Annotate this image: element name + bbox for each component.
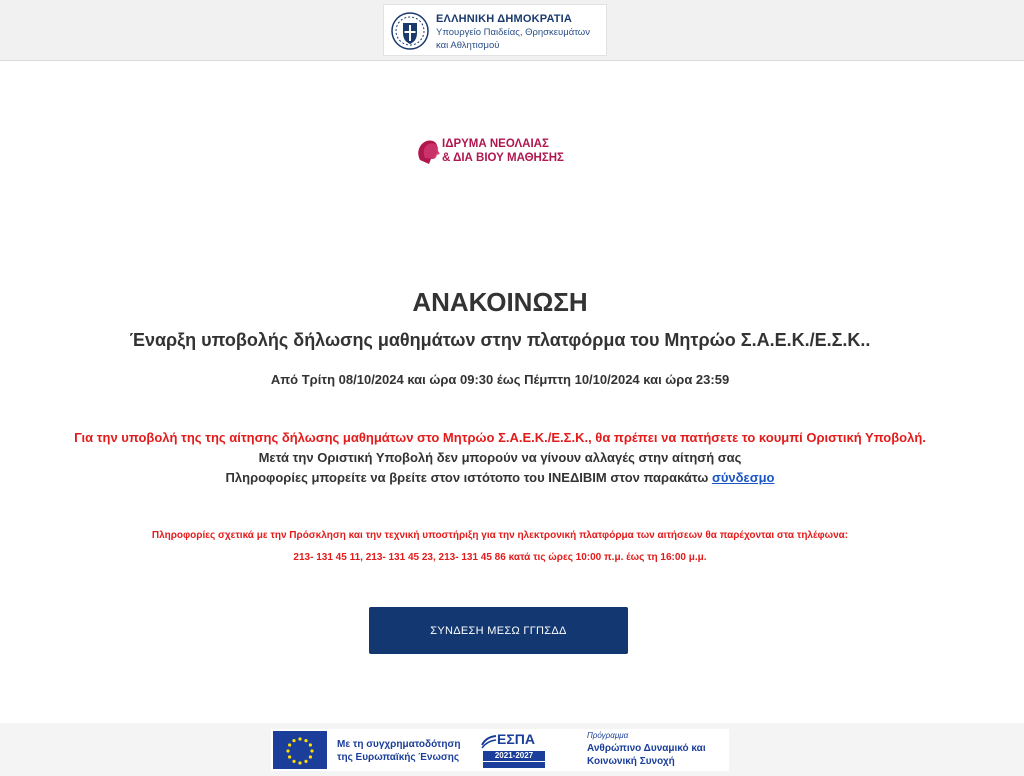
info-link[interactable]: σύνδεσμο bbox=[711, 470, 775, 485]
inedivim-heads-icon bbox=[416, 136, 442, 166]
program-label: Πρόγραμμα bbox=[587, 731, 629, 740]
no-changes-notice: Μετά την Οριστική Υποβολή δεν μπορούν να γίνουν αλλαγές στην αίτησή σας bbox=[258, 450, 742, 465]
top-header-bar bbox=[0, 0, 1024, 61]
org-name-line1: ΙΔΡΥΜΑ ΝΕΟΛΑΙΑΣ bbox=[442, 138, 549, 150]
support-info-text: Πληροφορίες σχετικά με την Πρόσκληση και την τεχνική υποστήριξη για την ηλεκτρονική πλατφόρμα των αιτήσεων θα παρέχονται στα τηλέφωνα: bbox=[151, 530, 849, 541]
espa-word: ΕΣΠΑ bbox=[497, 731, 535, 747]
final-submission-notice: Για την υποβολή της της αίτησης δήλωσης μαθημάτων στο Μητρώο Σ.Α.Ε.Κ./Ε.Σ.Κ., θα πρέπει να πατήσετε το κουμπί Οριστική Υποβολή. bbox=[74, 430, 926, 445]
eu-stars-icon bbox=[273, 731, 327, 769]
espa-logo bbox=[477, 731, 547, 769]
espa-years: 2021-2027 bbox=[483, 751, 545, 761]
announcement-title: ΑΝΑΚΟΙΝΩΣΗ bbox=[412, 287, 588, 317]
program-name-line1: Ανθρώπινο Δυναμικό και bbox=[587, 743, 706, 754]
submission-dates: Από Τρίτη 08/10/2024 και ώρα 09:30 έως Πέμπτη 10/10/2024 και ώρα 23:59 bbox=[270, 372, 730, 387]
login-gsis-button[interactable]: ΣΥΝΔΕΣΗ ΜΕΣΩ ΓΓΠΣΔΔ bbox=[369, 607, 628, 654]
eu-flag-icon bbox=[273, 731, 327, 769]
support-phones-text: 213- 131 45 11, 213- 131 45 23, 213- 131 45 86 κατά τις ώρες 10:00 π.μ. έως τη 16:00 μ.μ. bbox=[293, 552, 707, 563]
info-website-notice bbox=[0, 470, 1000, 485]
inedivim-logo bbox=[416, 136, 616, 172]
announcement-subtitle: Έναρξη υποβολής δήλωσης μαθημάτων στην πλατφόρμα του Μητρώο Σ.Α.Ε.Κ./Ε.Σ.Κ.. bbox=[129, 330, 871, 350]
ministry-line2: και Αθλητισμού bbox=[436, 40, 500, 51]
ministry-logo[interactable] bbox=[383, 4, 607, 56]
greek-emblem-icon bbox=[390, 11, 430, 51]
eu-cofunding-line2: της Ευρωπαϊκής Ένωσης bbox=[337, 752, 460, 763]
program-name-line2: Κοινωνική Συνοχή bbox=[587, 756, 675, 767]
footer-funding-bar bbox=[0, 723, 1024, 776]
ministry-line1: Υπουργείο Παιδείας, Θρησκευμάτων bbox=[436, 27, 590, 38]
espa-tagline-bar bbox=[483, 762, 545, 768]
gov-title: ΕΛΛΗΝΙΚΗ ΔΗΜΟΚΡΑΤΙΑ bbox=[436, 13, 573, 25]
info-website-text: Πληροφορίες μπορείτε να βρείτε στον ιστότοπο του ΙΝΕΔΙΒΙΜ στον παρακάτω bbox=[225, 470, 709, 485]
eu-cofunding-line1: Με τη συγχρηματοδότηση bbox=[337, 739, 461, 750]
espa-wave-icon bbox=[481, 733, 497, 749]
funding-logos bbox=[271, 729, 729, 771]
org-name-line2: & ΔΙΑ ΒΙΟΥ ΜΑΘΗΣΗΣ bbox=[442, 152, 564, 164]
